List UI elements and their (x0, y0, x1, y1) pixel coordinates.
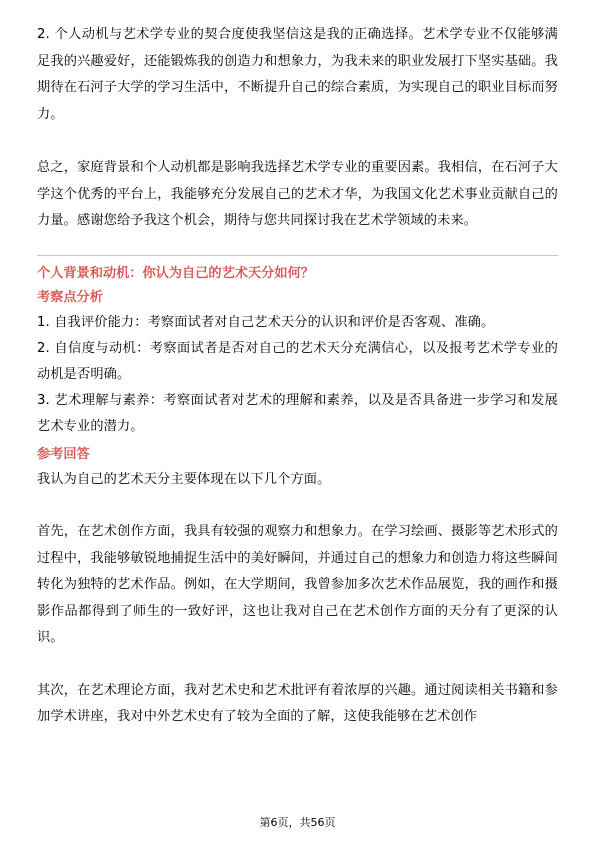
spacer (37, 652, 558, 678)
analysis-heading: 考察点分析 (37, 289, 103, 305)
document-page (37, 22, 558, 731)
question-title: 个人背景和动机：你认为自己的艺术天分如何？ (37, 265, 314, 281)
analysis-list (37, 310, 558, 440)
intro-paragraph-2: 总之，家庭背景和个人动机都是影响我选择艺术学专业的重要因素。我相信，在石河子大学这个优秀的平台上，我能够充分发展自己的艺术才华，为我国文化艺术事业贡献自己的力量。感谢您给予我这个机会，期待与您共同探讨我在艺术学领域的未来。 (37, 160, 558, 228)
spacer (37, 128, 558, 155)
section-divider (37, 255, 558, 256)
analysis-item: 3. 艺术理解与素养：考察面试者对艺术的理解和素养，以及是否具备进一步学习和发展艺术专业的潜力。 (37, 392, 558, 434)
answer-lead: 我认为自己的艺术天分主要体现在以下几个方面。 (37, 471, 331, 487)
answer-paragraph-2: 其次，在艺术理论方面，我对艺术史和艺术批评有着浓厚的兴趣。通过阅读相关书籍和参加学术讲座，我对中外艺术史有了较为全面的了解，这使我能够在艺术创作 (37, 682, 558, 724)
answer-heading: 参考回答 (37, 446, 90, 462)
page-number-footer: 第6页，共56页 (259, 816, 336, 829)
answer-paragraph-1: 首先，在艺术创作方面，我具有较强的观察力和想象力。在学习绘画、摄影等艺术形式的过程中，我能够敏锐地捕捉生活中的美好瞬间，并通过自己的想象力和创造力将这些瞬间转化为独特的艺术作品。例如，在大学期间，我曾参加多次艺术作品展览，我的画作和摄影作品都得到了师生的一致好评，这也让我对自己在艺术创作方面的天分有了更深的认识。 (37, 524, 558, 645)
intro-paragraph-1: 2. 个人动机与艺术学专业的契合度使我坚信这是我的正确选择。艺术学专业不仅能够满足我的兴趣爱好，还能锻炼我的创造力和想象力，为我未来的职业发展打下坚实基础。我期待在石河子大学的学习生活中，不断提升自己的综合素质，为实现自己的职业目标而努力。 (37, 27, 558, 122)
analysis-item: 1. 自我评价能力：考察面试者对自己艺术天分的认识和评价是否客观、准确。 (37, 314, 495, 330)
analysis-item: 2. 自信度与动机：考察面试者是否对自己的艺术天分充满信心，以及报考艺术学专业的动机是否明确。 (37, 340, 558, 382)
spacer (37, 493, 558, 519)
